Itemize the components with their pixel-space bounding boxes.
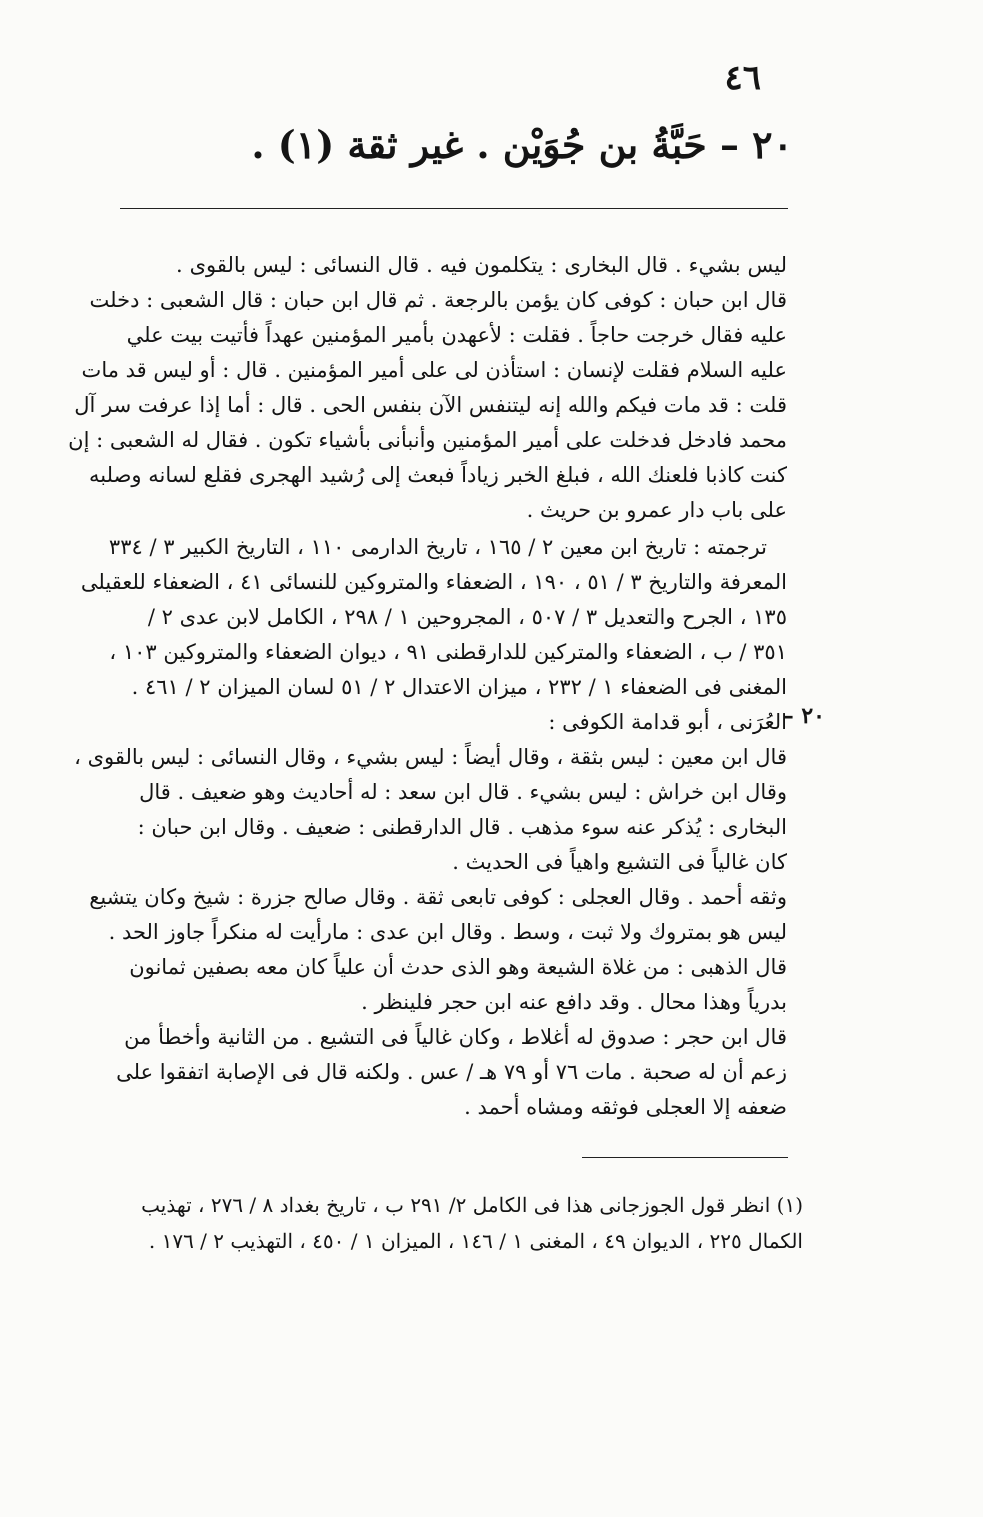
reference-line: ترجمته : تاريخ ابن معين ٢ / ١٦٥ ، تاريخ الدارمى ١١٠ ، التاريخ الكبير ٣ / ٣٣٤ [108,535,767,559]
text-line: قال ابن معين : ليس بثقة ، وقال أيضاً : ليس بشيء ، وقال النسائى : ليس بالقوى ، [74,745,787,769]
text-line: زعم أن له صحبة . مات ٧٦ أو ٧٩ هـ / عس . ولكنه قال فى الإصابة اتفقوا على [116,1060,787,1084]
footnote-line: (١) انظر قول الجوزجانى هذا فى الكامل ٢/ ٢٩١ ب ، تاريخ بغداد ٨ / ٢٧٦ ، تهذيب [141,1193,803,1217]
footnote-line: الكمال ٢٢٥ ، الديوان ٤٩ ، المغنى ١ / ١٤٦ ، الميزان ١ / ٤٥٠ ، التهذيب ٢ / ١٧٦ . [148,1229,803,1253]
reference-line: المعرفة والتاريخ ٣ / ٥١ ، ١٩٠ ، الضعفاء والمتروكين للنسائى ٤١ ، الضعفاء للعقيلى [80,570,787,594]
text-line: قال ابن حجر : صدوق له أغلاط ، وكان غالياً فى التشيع . من الثانية وأخطأ من [124,1025,787,1049]
text-line: كنت كاذبا فلعنك الله ، فبلغ الخبر زياداً فبعث إلى رُشيد الهجرى فقلع لسانه وصلبه [89,463,787,487]
text-line: ضعفه إلا العجلى فوثقه ومشاه أحمد . [464,1095,787,1119]
text-line: ليس بشيء . قال البخارى : يتكلمون فيه . قال النسائى : ليس بالقوى . [176,253,787,277]
text-line: محمد فادخل فدخلت على أمير المؤمنين وأنبأنى بأشياء تكون . فقال له الشعبى : إن [68,428,787,452]
heading-divider [120,208,788,209]
entry-1-body [68,248,787,528]
text-line: قال الذهبى : من غلاة الشيعة وهو الذى حدث أن علياً كان معه بصفين ثمانون [129,955,787,979]
text-line: ليس هو بمتروك ولا ثبت ، وسط . وقال ابن عدى : مارأيت له منكراً جاوز الحد . [108,920,787,944]
text-line: عليه فقال خرجت حاجاً . فقلت : لأعهدن بأمير المؤمنين عهداً فأتيت بيت علي [126,323,787,347]
text-line: كان غالياً فى التشيع واهياً فى الحديث . [452,850,787,874]
entry-2-body [74,705,787,1125]
text-line: قال ابن حبان : كوفى كان يؤمن بالرجعة . ثم قال ابن حبان : قال الشعبى : دخلت [89,288,787,312]
page-number: ٤٦ [724,58,761,98]
reference-line: المغنى فى الضعفاء ١ / ٢٣٢ ، ميزان الاعتدال ٢ / ٥١ لسان الميزان ٢ / ٤٦١ . [131,675,787,699]
references-block [80,530,787,705]
footnote-divider [582,1157,788,1158]
text-line: البخارى : يُذكر عنه سوء مذهب . قال الدارقطنى : ضعيف . وقال ابن حبان : [137,815,787,839]
text-line: قلت : قد مات فيكم والله إنه ليتنفس الآن بنفس الحى . قال : أما إذا عرفت سر آل [74,393,787,417]
reference-line: ١٣٥ ، الجرح والتعديل ٣ / ٥٠٧ ، المجروحين ١ / ٢٩٨ ، الكامل لابن عدى ٢ / [147,605,787,629]
text-line: وقال ابن خراش : ليس بشيء . قال ابن سعد : له أحاديث وهو ضعيف . قال [139,780,787,804]
text-line: بدرياً وهذا محال . وقد دافع عنه ابن حجر فلينظر . [361,990,787,1014]
text-line: وثقه أحمد . وقال العجلى : كوفى تابعى ثقة . وقال صالح جزرة : شيخ وكان يتشيع [89,885,787,909]
entry-2-title: العُرَنى ، أبو قدامة الكوفى : [548,710,787,734]
text-line: على باب دار عمرو بن حريث . [526,498,787,522]
entry-2-number: ٢٠ – [782,703,825,729]
footnote [141,1187,803,1259]
entry-heading: ٢٠ – حَبَّةُ بن جُوَيْن . غير ثقة (١) . [251,122,793,167]
reference-line: ٣٥١ / ب ، الضعفاء والمتركين للدارقطنى ٩١ ، ديوان الضعفاء والمتروكين ١٠٣ ، [109,640,787,664]
text-line: عليه السلام فقلت لإنسان : استأذن لى على أمير المؤمنين . قال : أو ليس قد مات [81,358,787,382]
